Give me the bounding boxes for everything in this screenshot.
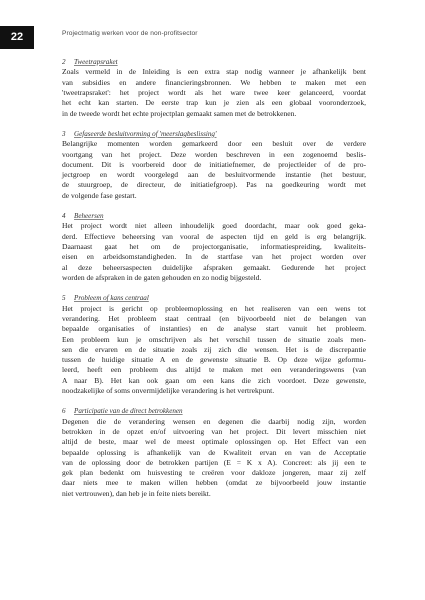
paragraph-line: noodzakelijke of soms onvermijdelijke verandering is het vertrekpunt. xyxy=(62,385,275,395)
section-number: 6 xyxy=(62,407,66,416)
running-header: Projectmatig werken voor de non-profitsector xyxy=(62,30,198,37)
section-heading xyxy=(62,293,366,303)
paragraph-line: Het project wordt niet alleen inhoudelijk goed doordacht, maar ook goed geka- xyxy=(62,221,366,231)
paragraph-line: al deze beheersaspecten duidelijke afspraken gemaakt. Gedurende het project xyxy=(62,262,366,272)
paragraph-line: de volgende fase gestart. xyxy=(62,190,137,200)
paragraph-line: Daarnaast gaat het om de projectorganisatie, informatiespreiding, kwaliteits- xyxy=(62,242,366,252)
paragraph-line: in de tweede wordt het echte projectplan gemaakt samen met de betrokkenen. xyxy=(62,108,297,118)
paragraph-line: eisen en arbeidsomstandigheden. In de startfase van het project worden over xyxy=(62,252,366,262)
paragraph-line: gek plan bedenkt om huisvesting te creëren voor dakloze jongeren, maar zij zelf xyxy=(62,468,366,478)
paragraph-line: verandering. Het probleem staat centraal (en bijvoorbeeld niet de belangen van xyxy=(62,313,366,323)
page-number: 22 xyxy=(0,26,34,49)
page-body xyxy=(62,57,366,509)
paragraph-line: van subsidies en andere financieringsbronnen. We hebben te maken met een xyxy=(62,77,366,87)
paragraph-line: niet vertrouwen), dan heb je in feite niets bereikt. xyxy=(62,488,211,498)
section-title: Gefaseerde besluitvorming of 'meerslagbeslissing' xyxy=(74,129,217,138)
section-heading xyxy=(62,57,366,67)
paragraph-line: het echt kan starten. De eerste trap kun je zien als een globaal vooronderzoek, xyxy=(62,98,366,108)
section-title: Tweetrapsraket xyxy=(74,58,118,66)
paragraph-line: A naar B). Het kan ook gaan om een kans die zich voordoet. Deze gewenste, xyxy=(62,375,366,385)
paragraph-line: derd. Effectieve beheersing van vooral de aspecten tijd en geld is erg belangrijk. xyxy=(62,231,366,241)
section-title: Participatie van de direct betrokkenen xyxy=(74,407,183,416)
paragraph-line: Het project is gericht op probleemoplossing en het realiseren van een wens tot xyxy=(62,303,366,313)
section-heading xyxy=(62,129,366,139)
paragraph-line: Zoals vermeld in de Inleiding is een extra stap nodig wanneer je afhankelijk bent xyxy=(62,67,366,77)
section-heading xyxy=(62,406,366,416)
paragraph-line: bepaalde organisaties of instanties) en de analyse start vanuit het probleem. xyxy=(62,324,366,334)
section-title: Beheersen xyxy=(74,212,104,221)
paragraph-line: leerd, heeft een probleem dus altijd te maken met een veranderingswens (van xyxy=(62,365,366,375)
section-2 xyxy=(62,129,366,201)
paragraph-line: de stuurgroep, de directeur, de initiatiefgroep). Pas na goedkeuring wordt met xyxy=(62,180,366,190)
section-number: 4 xyxy=(62,212,66,221)
paragraph-line: bepaalde oplossing is afhankelijk van de Kwaliteit ervan en van de Acceptatie xyxy=(62,447,366,457)
paragraph-line: 'tweetrapsraket': het project wordt als het ware twee keer gelanceerd, voordat xyxy=(62,87,366,97)
paragraph-line: van de oplossing door de betrokken partijen (E = K x A). Concreet: als jij een te xyxy=(62,457,366,467)
paragraph-line: Een probleem kun je omschrijven als het verschil tussen de situatie zoals men- xyxy=(62,334,366,344)
section-number: 2 xyxy=(62,58,66,66)
paragraph-line: betrokken in de opzet en/of uitvoering van het project. Dit levert misschien niet xyxy=(62,426,366,436)
paragraph-line: jectgroep en wordt voorgelegd aan de besluitvormende instantie (het bestuur, xyxy=(62,170,366,180)
paragraph-line: daar niets mee te maken willen hebben (omdat ze bijvoorbeeld jouw instantie xyxy=(62,478,366,488)
section-number: 5 xyxy=(62,294,66,303)
section-1 xyxy=(62,57,366,119)
paragraph-line: tussen de huidige situatie A en de gewenste situatie B. Op deze wijze geformu- xyxy=(62,355,366,365)
paragraph-line: Belangrijke momenten worden gemarkeerd door een besluit over de verdere xyxy=(62,139,366,149)
paragraph-line: worden de afspraken in de gaten gehouden en zo nodig bijgesteld. xyxy=(62,272,262,282)
paragraph-line: Degenen die de verandering wensen en degenen die daarbij nodig zijn, worden xyxy=(62,416,366,426)
paragraph-line: voortgang van het project. Deze worden beschreven in een zogenoemd beslis- xyxy=(62,149,366,159)
section-heading xyxy=(62,211,366,221)
paragraph-line: sen die ervaren en de situatie zoals zij zich die wensen. Het is de discrepantie xyxy=(62,344,366,354)
section-4 xyxy=(62,293,366,396)
paragraph-line: altijd de beste, maar wel de meest optimale oplossingen op. Het Effect van een xyxy=(62,437,366,447)
section-number: 3 xyxy=(62,129,66,138)
section-title: Probleem of kans centraal xyxy=(74,294,149,303)
section-3 xyxy=(62,211,366,283)
section-5 xyxy=(62,406,366,499)
paragraph-line: document. Dit is voorbereid door de initiatiefnemer, de projectleider of de pro- xyxy=(62,159,366,169)
